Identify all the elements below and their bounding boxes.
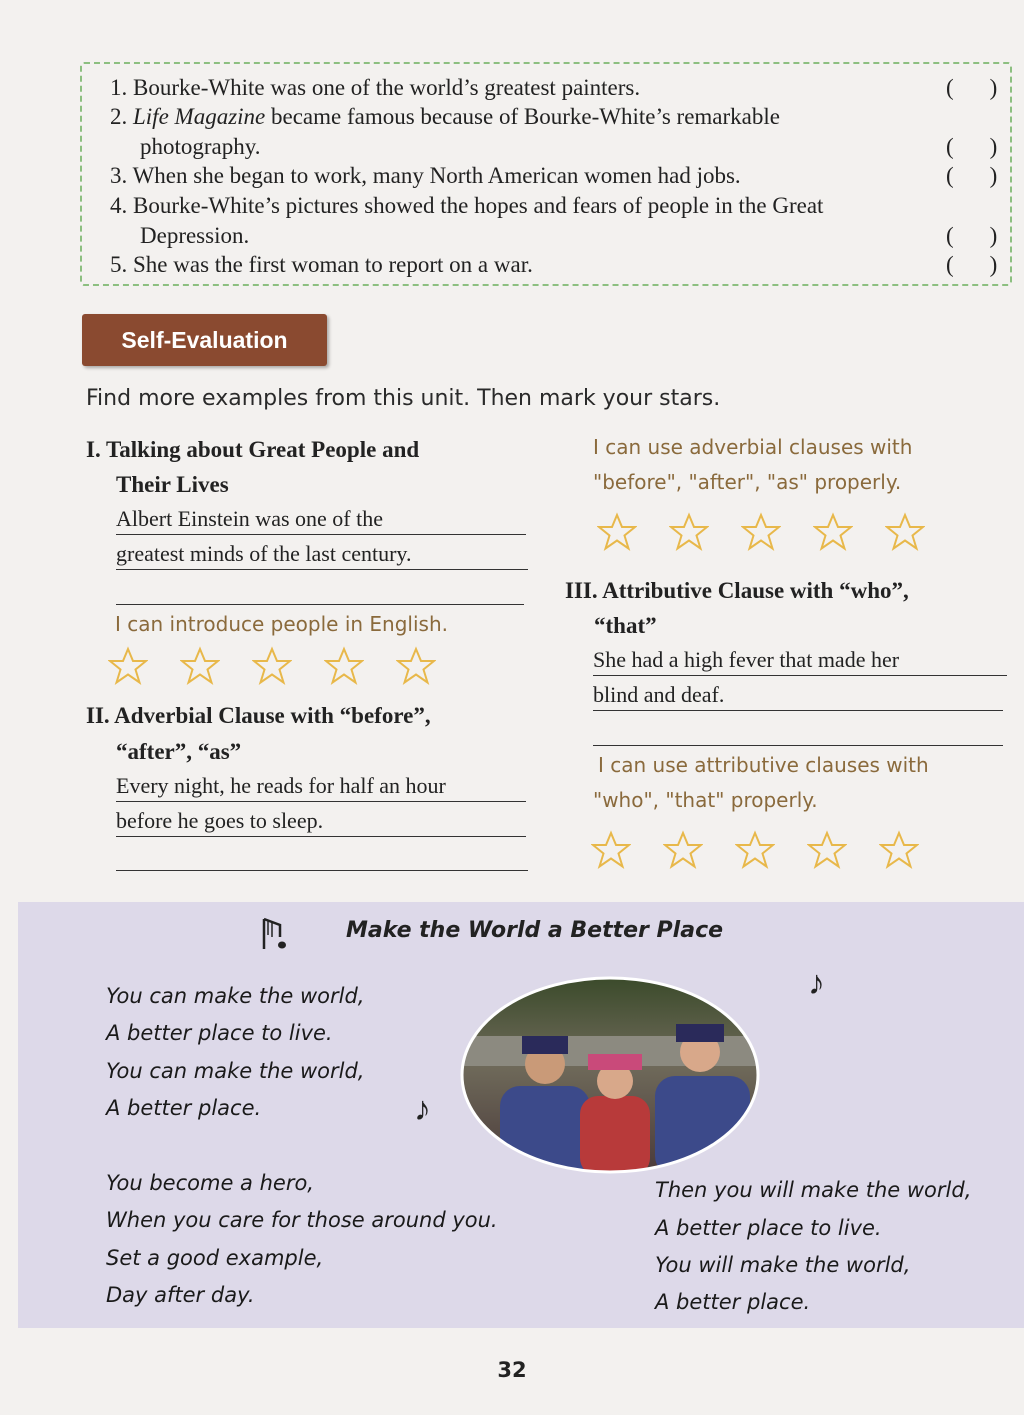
- section-1-example-line-2[interactable]: greatest minds of the last century.: [116, 539, 528, 570]
- song-verse2-line2: When you care for those around you.: [106, 1208, 498, 1232]
- section-1-example-line-1[interactable]: Albert Einstein was one of the: [116, 504, 526, 535]
- self-evaluation-badge: Self-Evaluation: [82, 314, 327, 366]
- tf-item-2-cont: photography.: [140, 134, 261, 159]
- song-verse3-line3: You will make the world,: [655, 1253, 911, 1277]
- star-icon[interactable]: [396, 646, 436, 686]
- section-3-example-line-2[interactable]: blind and deaf.: [593, 680, 1003, 711]
- song-verse1-line3: You can make the world,: [106, 1059, 365, 1083]
- answer-blank-4[interactable]: ( ): [946, 223, 998, 248]
- star-icon[interactable]: [807, 830, 847, 870]
- music-note-icon: [258, 915, 292, 959]
- song-verse2-line1: You become a hero,: [106, 1171, 314, 1195]
- section-3-example-line-1[interactable]: She had a high fever that made her: [593, 645, 1007, 676]
- star-icon[interactable]: [669, 512, 709, 552]
- section-2-heading: II. Adverbial Clause with “before”,: [86, 703, 431, 728]
- section-3-heading-cont: “that”: [594, 613, 657, 638]
- song-verse2-line3: Set a good example,: [106, 1246, 324, 1270]
- section-3-heading: III. Attributive Clause with “who”,: [565, 578, 909, 603]
- answer-blank-5[interactable]: ( ): [946, 252, 998, 277]
- song-verse2-line4: Day after day.: [106, 1283, 255, 1307]
- star-icon[interactable]: [252, 646, 292, 686]
- music-note-icon: ♪: [808, 965, 825, 1002]
- song-verse1-line2: A better place to live.: [106, 1021, 333, 1045]
- section-2-heading-cont: “after”, “as”: [116, 739, 242, 764]
- people-photo: [460, 976, 760, 1174]
- answer-blank-1[interactable]: ( ): [946, 75, 998, 100]
- tf-item-2: 2. Life Magazine became famous because of Bourke-White’s remarkable: [110, 104, 780, 129]
- song-verse3-line2: A better place to live.: [655, 1216, 882, 1240]
- answer-blank-3[interactable]: ( ): [946, 163, 998, 188]
- answer-blank-2[interactable]: ( ): [946, 134, 998, 159]
- music-note-icon: ♪: [414, 1091, 431, 1128]
- star-icon[interactable]: [108, 646, 148, 686]
- section-2-can-statement: I can use adverbial clauses with: [593, 435, 913, 459]
- instruction-text: Find more examples from this unit. Then mark your stars.: [86, 386, 721, 411]
- section-2-can-statement-cont: "before", "after", "as" properly.: [593, 470, 902, 494]
- star-icon[interactable]: [180, 646, 220, 686]
- section-3-can-statement-cont: "who", "that" properly.: [593, 788, 818, 812]
- star-icon[interactable]: [741, 512, 781, 552]
- section-2-example-line-2[interactable]: before he goes to sleep.: [116, 806, 526, 837]
- section-2-blank-line[interactable]: [116, 869, 528, 871]
- star-icon[interactable]: [879, 830, 919, 870]
- song-verse1-line4: A better place.: [106, 1096, 262, 1120]
- song-verse1-line1: You can make the world,: [106, 984, 365, 1008]
- star-icon[interactable]: [663, 830, 703, 870]
- section-1-blank-line[interactable]: [116, 603, 524, 605]
- tf-item-1: 1. Bourke-White was one of the world’s greatest painters.: [110, 75, 641, 100]
- star-icon[interactable]: [597, 512, 637, 552]
- section-3-blank-line[interactable]: [593, 744, 1003, 746]
- song-verse3-line1: Then you will make the world,: [655, 1178, 972, 1202]
- section-1-heading-cont: Their Lives: [116, 472, 229, 497]
- section-2-example-line-1[interactable]: Every night, he reads for half an hour: [116, 771, 526, 802]
- star-icon[interactable]: [885, 512, 925, 552]
- page-number: 32: [497, 1358, 527, 1382]
- section-1-heading: I. Talking about Great People and: [86, 437, 420, 462]
- star-icon[interactable]: [813, 512, 853, 552]
- section-3-can-statement: I can use attributive clauses with: [598, 753, 929, 777]
- song-title: Make the World a Better Place: [346, 918, 724, 943]
- tf-item-5: 5. She was the first woman to report on a war.: [110, 252, 533, 277]
- song-verse3-line4: A better place.: [655, 1290, 811, 1314]
- section-1-can-statement: I can introduce people in English.: [115, 612, 448, 636]
- tf-item-4: 4. Bourke-White’s pictures showed the hopes and fears of people in the Great: [110, 193, 824, 218]
- tf-item-3: 3. When she began to work, many North American women had jobs.: [110, 163, 741, 188]
- star-icon[interactable]: [735, 830, 775, 870]
- star-icon[interactable]: [324, 646, 364, 686]
- tf-item-4-cont: Depression.: [140, 223, 250, 248]
- star-icon[interactable]: [591, 830, 631, 870]
